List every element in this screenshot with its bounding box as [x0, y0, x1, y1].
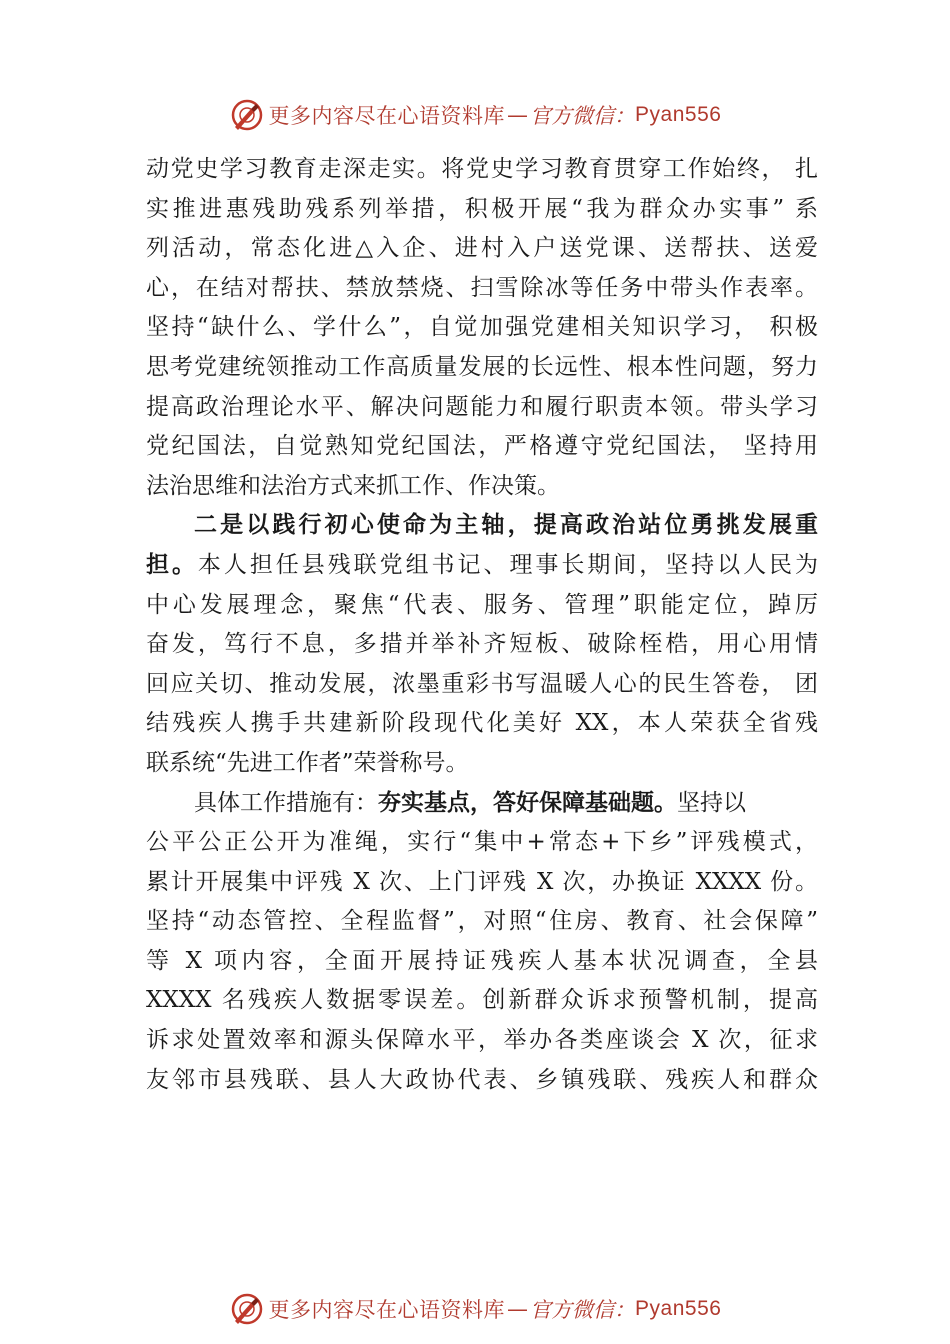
body-line: 法治思维和法治方式来抓工作、作决策。	[146, 472, 560, 499]
banner-brand: 更多内容尽在心语资料库	[268, 104, 506, 128]
body-line: 心，在结对帮扶、禁放禁烧、扫雪除冰等任务中带头作表率。	[146, 274, 818, 301]
header-banner	[0, 93, 950, 137]
body-line: 列活动，常态化进△入企、进村入户送党课、送帮扶、送爱	[146, 235, 818, 262]
body-line: XXXX 名残疾人数据零误差。创新群众诉求预警机制，提高	[146, 987, 818, 1014]
measures-heading: 夯实基点，答好保障基础题。	[378, 789, 677, 816]
section-heading: 二是以践行初心使命为主轴，提高政治站位勇挑发展重	[194, 512, 818, 539]
footer-banner	[0, 1287, 950, 1331]
body-line: 党纪国法，自觉熟知党纪国法，严格遵守党纪国法， 坚持用	[146, 433, 818, 460]
body-line: 提高政治理论水平、解决问题能力和履行职责本领。带头学习	[146, 393, 818, 420]
banner-wechat-id: Pyan556	[635, 1297, 722, 1320]
body-line	[146, 546, 818, 586]
section-heading-end: 担。	[146, 551, 198, 578]
measures-prefix: 具体工作措施有：	[194, 789, 378, 816]
document-body	[146, 150, 818, 1100]
banner-dash: —	[507, 1297, 529, 1321]
pen-logo-icon	[229, 97, 265, 133]
banner-wechat-id: Pyan556	[635, 103, 722, 126]
body-line: 累计开展集中评残 X 次、上门评残 X 次，办换证 XXXX 份。	[146, 868, 818, 895]
body-line	[146, 784, 818, 824]
body-line: 思考党建统领推动工作高质量发展的长远性、根本性问题，努力	[146, 353, 818, 380]
body-line: 动党史学习教育走深走实。将党史学习教育贯穿工作始终， 扎	[146, 156, 818, 182]
banner-dash: —	[507, 103, 529, 127]
body-line: 奋发，笃行不息，多措并举补齐短板、破除桎梏，用心用情	[146, 631, 818, 658]
body-text: 本人担任县残联党组书记、理事长期间，坚持以人民为	[197, 551, 819, 578]
banner-wechat-label: 官方微信：	[530, 1298, 636, 1322]
body-line: 坚持“缺什么、学什么”，自觉加强党建相关知识学习， 积极	[146, 314, 818, 341]
banner-brand: 更多内容尽在心语资料库	[268, 1298, 506, 1322]
body-line: 坚持“动态管控、全程监督”，对照“住房、教育、社会保障”	[146, 908, 818, 935]
body-line: 等 X 项内容，全面开展持证残疾人基本状况调查，全县	[146, 947, 818, 974]
body-line: 实推进惠残助残系列举措，积极开展“我为群众办实事” 系	[146, 195, 818, 222]
pen-logo-icon	[229, 1291, 265, 1327]
banner-wechat-label: 官方微信：	[530, 104, 636, 128]
body-text: 坚持以	[677, 789, 746, 816]
body-line: 诉求处置效率和源头保障水平，举办各类座谈会 X 次，征求	[146, 1027, 818, 1054]
body-line: 公平公正公开为准绳，实行“集中+常态+下乡”评残模式，	[146, 829, 818, 856]
body-line: 回应关切、推动发展，浓墨重彩书写温暖人心的民生答卷， 团	[146, 670, 818, 697]
body-line: 友邻市县残联、县人大政协代表、乡镇残联、残疾人和群众	[146, 1066, 818, 1093]
body-line: 结残疾人携手共建新阶段现代化美好 XX，本人荣获全省残	[146, 710, 818, 737]
body-line: 中心发展理念，聚焦“代表、服务、管理”职能定位，踔厉	[146, 591, 818, 618]
body-line: 联系统“先进工作者”荣誉称号。	[146, 749, 469, 776]
